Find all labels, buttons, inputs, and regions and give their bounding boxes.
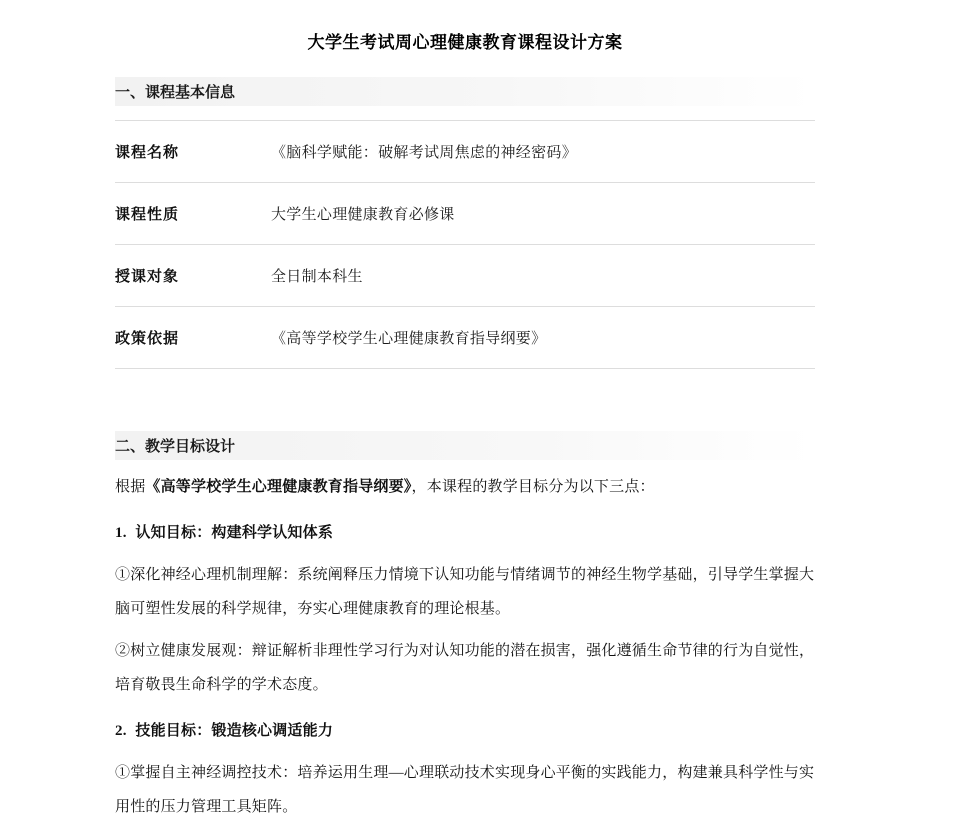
intro-suffix: ，本课程的教学目标分为以下三点：	[411, 479, 655, 495]
section-heading-basic-info: 一、课程基本信息	[115, 77, 815, 106]
page-title: 大学生考试周心理健康教育课程设计方案	[307, 33, 623, 52]
row-label: 授课对象	[115, 268, 180, 285]
row-label: 政策依据	[115, 330, 180, 347]
intro-policy-name: 《高等学校学生心理健康教育指导纲要》	[145, 478, 412, 495]
intro-prefix: 根据	[115, 479, 146, 495]
table-row	[115, 121, 815, 183]
goal-1-number: 1.	[115, 525, 127, 541]
teaching-goals-intro	[115, 470, 815, 504]
goal-1-heading	[115, 516, 815, 550]
goal-2-number: 2.	[115, 723, 127, 739]
goal-1-value: 构建科学认知体系	[211, 524, 334, 541]
row-value: 大学生心理健康教育必修课	[271, 207, 455, 223]
course-basic-info-table	[115, 120, 815, 369]
section-heading-teaching-goals: 二、教学目标设计	[115, 431, 815, 460]
row-value: 《高等学校学生心理健康教育指导纲要》	[271, 331, 547, 347]
goal-1-paragraph-2: ②树立健康发展观：辩证解析非理性学习行为对认知功能的潜在损害，强化遵循生命节律的行为自觉性，培育敬畏生命科学的学术态度。	[115, 643, 815, 693]
table-row	[115, 183, 815, 245]
row-label: 课程性质	[115, 206, 180, 223]
goal-2-heading	[115, 714, 815, 748]
goal-2-label: 技能目标：	[135, 722, 212, 739]
goal-2-paragraph-1: ①掌握自主神经调控技术：培养运用生理—心理联动技术实现身心平衡的实践能力，构建兼具科学性与实用性的压力管理工具矩阵。	[115, 765, 815, 815]
goal-2-value: 锻造核心调适能力	[211, 722, 334, 739]
table-row	[115, 245, 815, 307]
goal-1-paragraph-1: ①深化神经心理机制理解：系统阐释压力情境下认知功能与情绪调节的神经生物学基础，引导学生掌握大脑可塑性发展的科学规律，夯实心理健康教育的理论根基。	[115, 567, 815, 617]
goal-1-label: 认知目标：	[135, 524, 212, 541]
section-spacer	[115, 373, 815, 407]
row-value: 《脑科学赋能：破解考试周焦虑的神经密码》	[271, 145, 578, 161]
row-value: 全日制本科生	[271, 269, 363, 285]
row-label: 课程名称	[115, 144, 180, 161]
table-row	[115, 307, 815, 369]
document-content	[115, 0, 815, 824]
